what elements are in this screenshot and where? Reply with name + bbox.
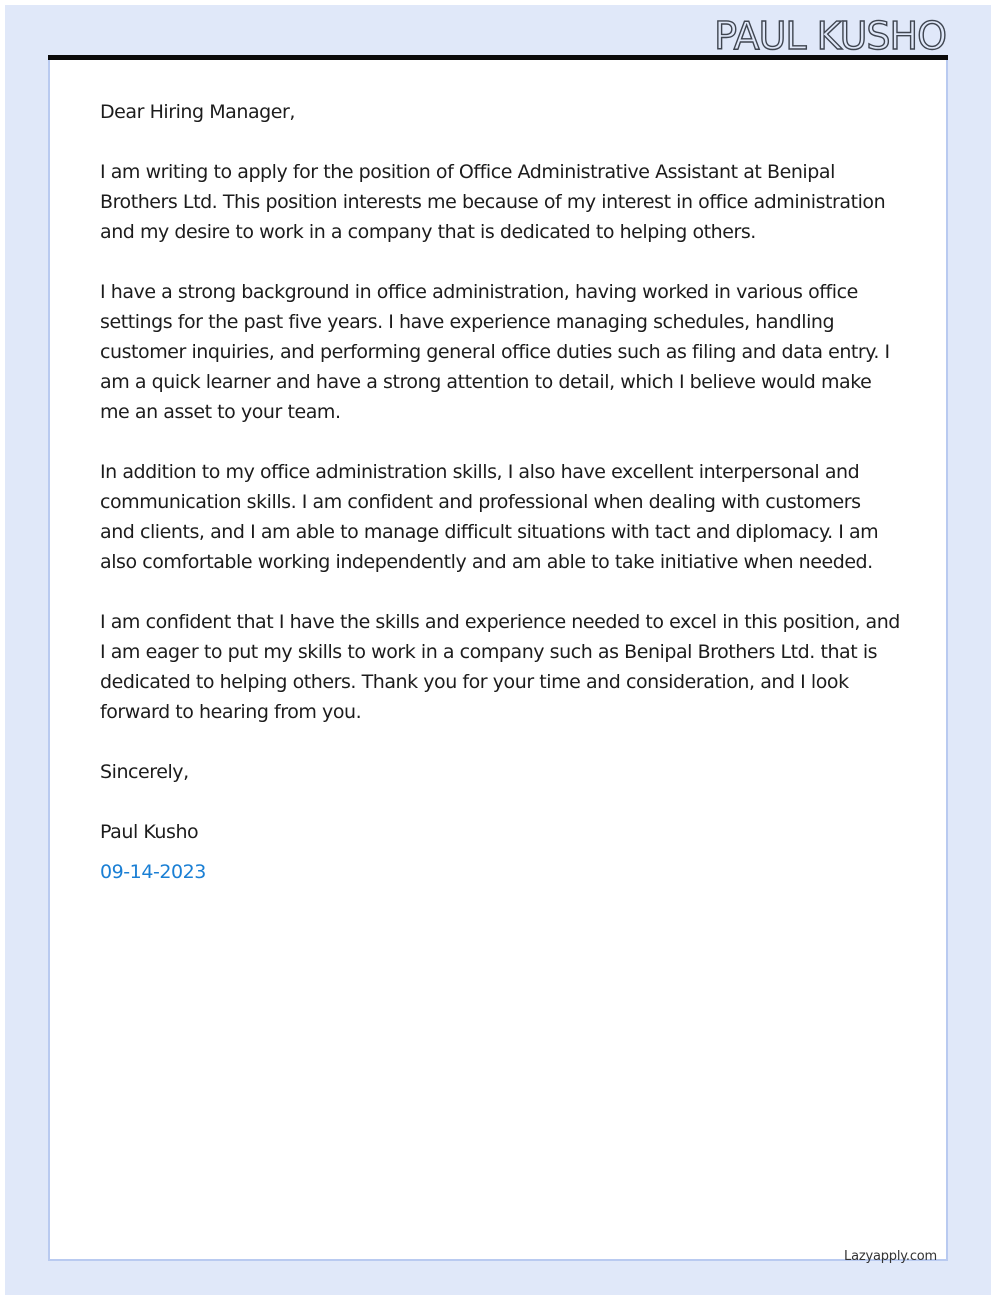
paragraph-background: I have a strong background in office administration, having worked in various office settings for the past five years. I have experience managing schedules, handling customer inquiries, and performing general office duties such as filing and data entry. I am a quick learner and have a strong attention to detail, which I believe would make me an asset to your team. [100,281,890,423]
footer-brand: Lazyapply.com [844,1249,937,1264]
paragraph-closing: I am confident that I have the skills and experience needed to excel in this position, and I am eager to put my skills to work in a company such as Benipal Brothers Ltd. that is dedicated to helping others. Thank you for your time and consideration, and I look forward to hearing from you. [100,611,900,723]
applicant-name-heading: PAUL KUSHO [714,14,946,58]
closing: Sincerely, [100,761,189,783]
paragraph-skills: In addition to my office administration skills, I also have excellent interpersonal and communication skills. I am confident and professional when dealing with customers and clients, and I am able to manage difficult situations with tact and diplomacy. I am also comfortable working independently and am able to take initiative when needed. [100,461,879,573]
letter-date: 09-14-2023 [100,861,206,883]
cover-letter-body [100,97,900,887]
salutation: Dear Hiring Manager, [100,101,295,123]
paragraph-intro: I am writing to apply for the position of Office Administrative Assistant at Benipal Brothers Ltd. This position interests me because of my interest in office administration and my desire to work in a company that is dedicated to helping others. [100,161,886,243]
signature-name: Paul Kusho [100,821,199,843]
